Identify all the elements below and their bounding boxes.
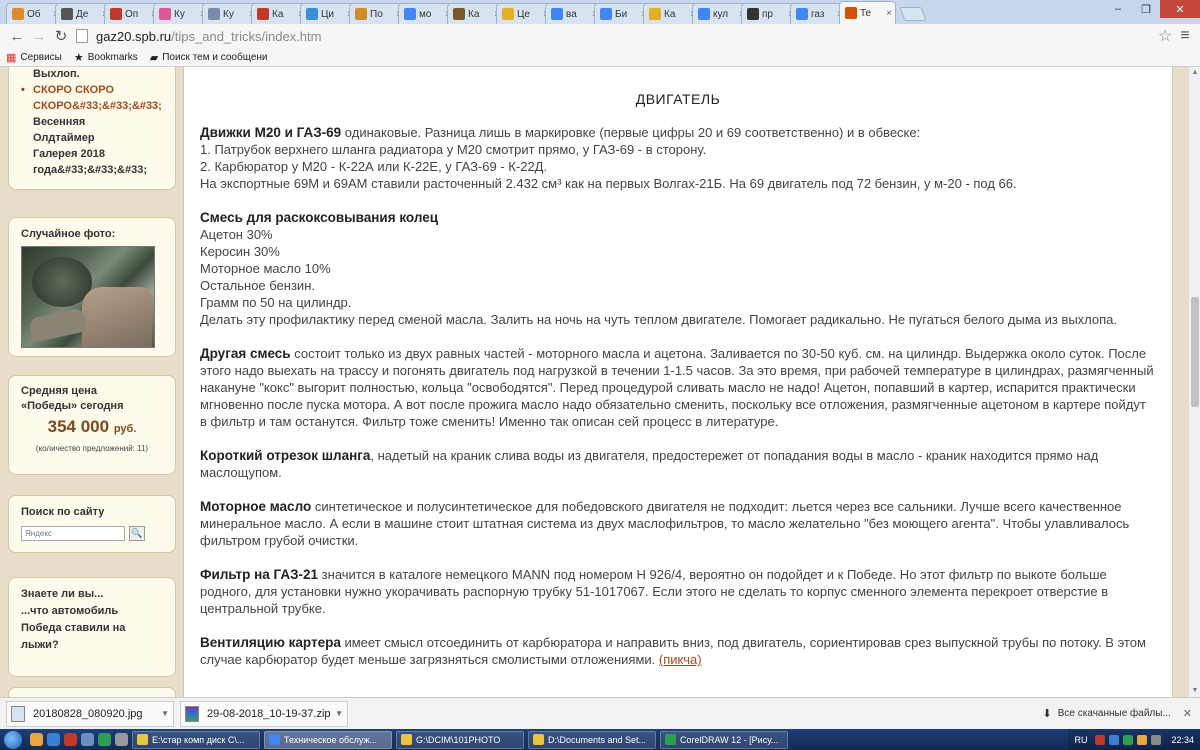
web-page [0, 67, 1188, 697]
chrome-icon [269, 734, 280, 745]
price-box [8, 375, 176, 475]
random-photo-box [8, 217, 176, 357]
forum-icon: ▰ [149, 51, 159, 64]
tab-label: Це [517, 8, 530, 20]
download-item[interactable] [6, 701, 174, 727]
download-filename: 20180828_080920.jpg [33, 707, 143, 720]
did-you-know-text[interactable]: Победа ставили на [21, 622, 126, 634]
sidebar-box [8, 687, 176, 697]
favicon-icon [698, 8, 710, 20]
picture-link[interactable]: (пикча) [658, 652, 702, 667]
news-box [8, 67, 176, 190]
news-item[interactable]: Галерея 2018 [33, 148, 105, 160]
close-icon[interactable]: ✕ [1182, 708, 1192, 720]
menu-icon[interactable]: ≡ [1180, 27, 1190, 44]
random-photo[interactable] [21, 246, 155, 348]
quicklaunch-icon[interactable] [30, 733, 43, 746]
tip-text: Моторное масло 10% [200, 261, 331, 276]
tip-heading: Вентиляцию картера [200, 635, 341, 650]
language-indicator[interactable]: RU [1074, 734, 1088, 745]
close-window-button[interactable]: ✕ [1160, 0, 1200, 18]
taskbar-window-label: Техническое обслуж... [284, 734, 377, 745]
tip-paragraph [200, 447, 1156, 481]
system-tray [1068, 729, 1200, 750]
tip-text: Делать эту профилактику перед сменой масла. Залить на ночь на чуть теплом двигателе. Помогает радикально. Не пугаться белого дыма из выхлопа. [200, 312, 1118, 327]
all-downloads-label: Все скачанные файлы... [1057, 708, 1171, 719]
tip-text: имеет смысл отсоединить от карбюратора и направить вниз, под двигатель, сориентировав срез выпускной трубы по потоку. В этом случае карбюратор будет меньше загрязняться смолистыми отложениями. [200, 635, 1146, 667]
tip-text: Ацетон 30% [200, 227, 273, 242]
tab-label: мо [419, 8, 432, 20]
news-item[interactable]: Олдтаймер [33, 132, 95, 144]
address-toolbar [0, 24, 1200, 48]
minimize-button[interactable]: – [1114, 3, 1122, 15]
tab-label: Те [860, 7, 872, 19]
tip-text: синтетическое и полусинтетическое для победовского двигателя не подходит: льется через все сальники. Лучше всего качественное минеральное масло. А если в машине стоит штатная система из двух маслофильтров, то масло желательно "без моющего агента". Чтобы улавливалось фильтром грубой очистки. [200, 499, 1130, 548]
did-you-know-box [8, 577, 176, 677]
page-scrollbar[interactable] [1188, 67, 1200, 697]
tip-paragraph [200, 498, 1156, 549]
tip-paragraph [200, 634, 1156, 668]
bookmark-search-topics[interactable] [150, 51, 268, 64]
tab-label: Де [76, 8, 89, 20]
tip-heading: Другая смесь [200, 346, 291, 361]
bookmark-label: Bookmarks [87, 51, 138, 63]
tray-icon[interactable] [1095, 735, 1105, 745]
tab-label: Ку [223, 8, 234, 20]
favicon-icon [306, 8, 318, 20]
news-item[interactable]: Весенняя [33, 116, 86, 128]
news-item[interactable] [21, 82, 163, 98]
tab-label: Би [615, 8, 628, 20]
favicon-icon [600, 8, 612, 20]
quicklaunch-icon[interactable] [115, 733, 128, 746]
download-item[interactable] [180, 701, 348, 727]
tip-text: На экспортные 69М и 69АМ ставили расточенный 2.432 см³ как на первых Волгах-21Б. На 69 двигатель под 72 бензин, у м-20 - под 66. [200, 176, 1017, 191]
search-icon[interactable]: 🔍 [129, 526, 145, 541]
coreldraw-icon [665, 734, 676, 745]
bookmark-star-icon[interactable]: ☆ [1157, 28, 1173, 45]
did-you-know-text[interactable]: ...что автомобиль [21, 605, 119, 617]
did-you-know-title: Знаете ли вы... [21, 588, 104, 600]
tip-paragraph [200, 345, 1156, 430]
downloads-shelf [0, 697, 1200, 729]
tip-heading: Движки М20 и ГАЗ-69 [200, 125, 342, 140]
window-controls [1104, 0, 1200, 18]
random-photo-title: Случайное фото: [21, 228, 116, 240]
news-item[interactable] [21, 98, 163, 114]
tray-icon[interactable] [1109, 735, 1119, 745]
price-number: 354 000 [47, 417, 110, 436]
star-icon: ★ [73, 51, 84, 64]
taskbar-window-label: E:\стар комп диск С\... [152, 734, 245, 745]
taskbar-window-label: CorelDRAW 12 - [Рису... [680, 734, 779, 745]
news-item: Выхлоп. [33, 68, 80, 80]
tip-paragraph [200, 566, 1156, 617]
favicon-icon [845, 7, 857, 19]
tip-heading: Смесь для раскоксовывания колец [200, 210, 439, 225]
tab-label: Об [27, 8, 41, 20]
news-link[interactable]: СКОРО&#33;&#33;&#33; [33, 100, 162, 112]
site-search-title: Поиск по сайту [21, 506, 105, 518]
tip-heading: Моторное масло [200, 499, 312, 514]
tab-label: Ка [468, 8, 480, 20]
favicon-icon [502, 8, 514, 20]
bookmark-apps[interactable] [6, 51, 62, 64]
quicklaunch-icon[interactable] [98, 733, 111, 746]
favicon-icon [796, 8, 808, 20]
taskbar-window[interactable] [264, 731, 392, 749]
favicon-icon [649, 8, 661, 20]
news-item[interactable]: года&#33;&#33;&#33; [33, 164, 147, 176]
download-arrow-icon: ⬇ [1042, 708, 1052, 720]
reload-button[interactable]: ↻ [54, 28, 68, 45]
forward-button[interactable]: → [31, 27, 47, 45]
address-bar[interactable] [76, 25, 1154, 47]
main-content [183, 67, 1173, 697]
tip-paragraph [200, 124, 1156, 192]
price-label: «Победы» сегодня [21, 400, 124, 412]
tip-text: 1. Патрубок верхнего шланга радиатора у М20 смотрит прямо, у ГАЗ-69 - в сторону. [200, 142, 707, 157]
favicon-icon [159, 8, 171, 20]
price-count: (количество предложений: 11) [35, 444, 149, 453]
chevron-down-icon[interactable]: ▼ [161, 709, 169, 718]
taskbar-window-label: D:\Documents and Set... [548, 734, 647, 745]
tab-strip [0, 0, 1200, 24]
scroll-down-icon[interactable]: ▼ [1191, 687, 1199, 694]
new-tab-button[interactable] [899, 7, 926, 21]
tab-close-icon[interactable]: × [886, 7, 892, 19]
tab-label: ва [566, 8, 577, 20]
taskbar [0, 729, 1200, 750]
tab-label: По [370, 8, 383, 20]
tip-text: Керосин 30% [200, 244, 280, 259]
tab-label: Ци [321, 8, 334, 20]
tip-heading: Короткий отрезок шланга [200, 448, 371, 463]
favicon-icon [551, 8, 563, 20]
folder-icon [533, 734, 544, 745]
price-label: Средняя цена [21, 385, 97, 397]
tab-label: кул [713, 8, 729, 20]
all-downloads-link[interactable] [1043, 707, 1192, 720]
tip-text: Грамм по 50 на цилиндр. [200, 295, 352, 310]
tip-text: 2. Карбюратор у М20 - К-22А или К-22Е, у ГАЗ-69 - К-22Д. [200, 159, 548, 174]
news-link[interactable]: СКОРО СКОРО [33, 84, 114, 96]
page-icon [76, 29, 88, 43]
taskbar-window[interactable] [132, 731, 260, 749]
tip-paragraph [200, 209, 1156, 328]
tab-label: Ка [664, 8, 676, 20]
favicon-icon [355, 8, 367, 20]
url-path: /tips_and_tricks/index.htm [171, 28, 322, 44]
quicklaunch-icon[interactable] [47, 733, 60, 746]
favicon-icon [747, 8, 759, 20]
apps-grid-icon: ▦ [6, 51, 17, 64]
back-button[interactable]: ← [9, 27, 25, 45]
scroll-thumb[interactable] [1191, 297, 1199, 407]
archive-file-icon [185, 706, 199, 722]
quicklaunch-icon[interactable] [81, 733, 94, 746]
clock[interactable]: 22:34 [1171, 734, 1194, 745]
tip-text: состоит только из двух равных частей - моторного масла и ацетона. Заливается по 30-50 куб. см. на цилиндр. Выдержка около суток. После этого надо выехать на трассу и погонять двигатель под нагрузкой в течении 1-1.5 часов. За это время, при рабочей температуре в цилиндрах, размягченный накануне "кокс" выгорит полностью, кольца "освободятся". Перед процедурой сливать масло не надо! Ацетон, попавший в картер, испарится практически мгновенно после пуска мотора. А вот после прожига масло надо обязательно сменить, поскольку все отложения, размягченные ацетоном в картере пойдут в фильтр и там останутся. Фильтр тоже сменить! Именно так описан сей процесс в литературе. [200, 346, 1154, 429]
favicon-icon [257, 8, 269, 20]
price-unit: руб. [113, 423, 137, 435]
did-you-know-text[interactable]: лыжи? [21, 639, 59, 651]
start-button[interactable] [4, 731, 22, 749]
bookmark-label: Поиск тем и сообщени [162, 51, 268, 63]
price-value[interactable] [21, 417, 163, 437]
favicon-icon [208, 8, 220, 20]
section-title: ДВИГАТЕЛЬ [635, 91, 721, 107]
site-search-box [8, 495, 176, 553]
favicon-icon [12, 8, 24, 20]
favicon-icon [404, 8, 416, 20]
tab-label: Ка [272, 8, 284, 20]
tab-label: Ку [174, 8, 185, 20]
scroll-up-icon[interactable]: ▲ [1191, 69, 1199, 76]
download-filename: 29-08-2018_10-19-37.zip [207, 707, 331, 720]
tip-text: , надетый на краник слива воды из двигателя, предостережет от попадания воды в масло - краник находится прямо над маслощупом. [200, 448, 1099, 480]
volume-icon[interactable] [1151, 735, 1161, 745]
tip-text: Остальное бензин. [200, 278, 315, 293]
folder-icon [401, 734, 412, 745]
chevron-down-icon[interactable]: ▼ [335, 709, 343, 718]
bookmarks-bar [0, 48, 1200, 67]
site-search-input[interactable] [21, 526, 125, 541]
tip-text: значится в каталоге немецкого MANN под номером H 926/4, вероятно он подойдет и к Победе. Но этот фильтр по выкоте больше родного, для установки нужно укорачивать распорную трубку 51-1017067. Если этого не сделать то корпус сменного элемента перекроет отверстие в центральной трубке. [200, 567, 1109, 616]
tray-icon[interactable] [1137, 735, 1147, 745]
favicon-icon [453, 8, 465, 20]
favicon-icon [61, 8, 73, 20]
browser-tab[interactable] [839, 1, 896, 24]
maximize-button[interactable]: ❐ [1141, 3, 1151, 16]
image-file-icon [11, 706, 25, 722]
tray-icon[interactable] [1123, 735, 1133, 745]
quicklaunch-icon[interactable] [64, 733, 77, 746]
bookmark-bookmarks[interactable] [74, 51, 138, 64]
tip-text: одинаковые. Разница лишь в маркировке (первые цифры 20 и 69 соответственно) и в обвеске: [341, 125, 921, 140]
folder-icon [137, 734, 148, 745]
bookmark-label: Сервисы [20, 51, 62, 63]
favicon-icon [110, 8, 122, 20]
tab-label: Оп [125, 8, 139, 20]
tip-heading: Фильтр на ГАЗ-21 [200, 567, 319, 582]
taskbar-window[interactable] [528, 731, 656, 749]
tab-label: пр [762, 8, 773, 20]
taskbar-window-label: G:\DCIM\101PHOTO [416, 734, 501, 745]
tab-label: газ [811, 8, 825, 20]
taskbar-window[interactable] [396, 731, 524, 749]
taskbar-window[interactable] [660, 731, 788, 749]
url-host: gaz20.spb.ru [96, 28, 172, 44]
